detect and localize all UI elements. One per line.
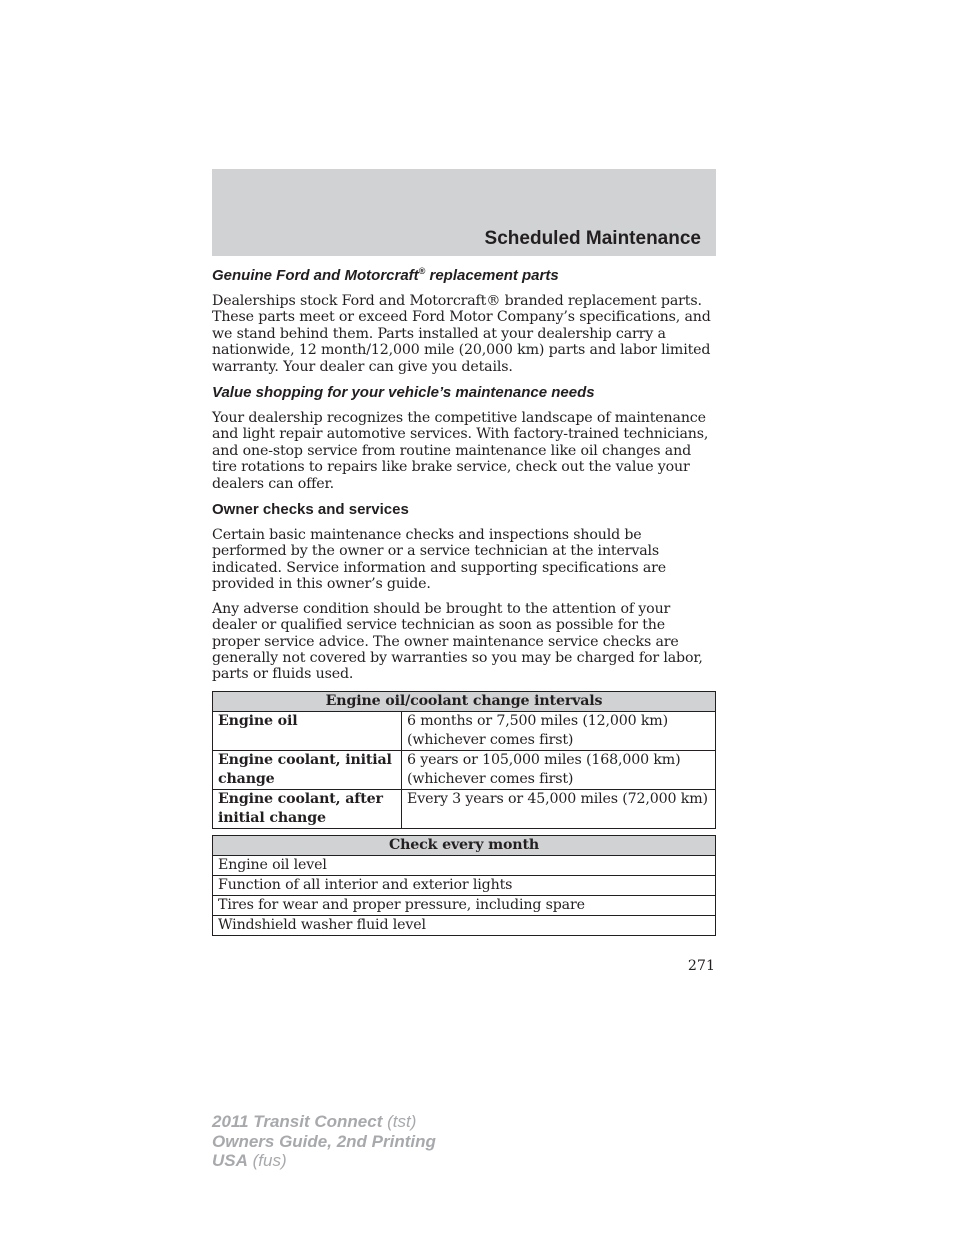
heading-value-shopping: Value shopping for your vehicle’s maintenance needs [212, 384, 595, 402]
intervals-table-title: Engine oil/coolant change intervals [213, 691, 716, 711]
document-footer [212, 1112, 436, 1171]
table-row [213, 875, 716, 895]
heading-owner-checks: Owner checks and services [212, 501, 409, 519]
row-value: 6 years or 105,000 miles (168,000 km) (whichever comes first) [402, 750, 716, 789]
row-value: Every 3 years or 45,000 miles (72,000 km) [402, 789, 716, 828]
footer-line-2: Owners Guide, 2nd Printing [212, 1131, 436, 1151]
check-item: Tires for wear and proper pressure, including spare [213, 895, 716, 915]
intervals-table [212, 691, 716, 829]
table-row [213, 915, 716, 935]
monthly-checks-table [212, 835, 716, 936]
page-number: 271 [687, 958, 715, 974]
heading-genuine-parts: Genuine Ford and Motorcraft® replacement parts [212, 266, 559, 284]
monthly-checks-title: Check every month [213, 835, 716, 855]
check-item: Engine oil level [213, 855, 716, 875]
row-label: Engine coolant, after initial change [213, 789, 402, 828]
paragraph-owner-checks-2: Any adverse condition should be brought to the attention of your dealer or qualified service technician as soon as possible for the proper service advice. The owner maintenance service checks are generally not covered by warranties so you may be charged for labor, parts or fluids used. [212, 600, 703, 683]
table-row [213, 855, 716, 875]
check-item: Function of all interior and exterior lights [213, 875, 716, 895]
section-header-band [212, 169, 716, 256]
table-row [213, 711, 716, 750]
footer-line-3: USA (fus) [212, 1151, 287, 1170]
row-label: Engine coolant, initial change [213, 750, 402, 789]
table-row [213, 895, 716, 915]
row-value: 6 months or 7,500 miles (12,000 km) (whichever comes first) [402, 711, 716, 750]
check-item: Windshield washer fluid level [213, 915, 716, 935]
paragraph-owner-checks-1: Certain basic maintenance checks and inspections should be performed by the owner or a service technician at the intervals indicated. Service information and supporting specifications are provided in this owner’s guide. [212, 527, 667, 593]
paragraph-value-shopping: Your dealership recognizes the competitive landscape of maintenance and light repair automotive services. With factory-trained technicians, and one-stop service from routine maintenance like oil changes and tire rotations to repairs like brake service, check out the value your dealers can offer. [212, 410, 709, 492]
paragraph-genuine-parts: Dealerships stock Ford and Motorcraft® branded replacement parts. These parts meet or exceed Ford Motor Company’s specifications, and we stand behind them. Parts installed at your dealership carry a nationwide, 12 month/12,000 mile (20,000 km) parts and labor limited warranty. Your dealer can give you details. [212, 293, 711, 375]
footer-line-1: 2011 Transit Connect (tst) [212, 1112, 417, 1131]
table-row [213, 750, 716, 789]
table-row [213, 789, 716, 828]
section-title: Scheduled Maintenance [484, 228, 701, 249]
page-content [212, 266, 717, 936]
row-label: Engine oil [213, 711, 402, 750]
